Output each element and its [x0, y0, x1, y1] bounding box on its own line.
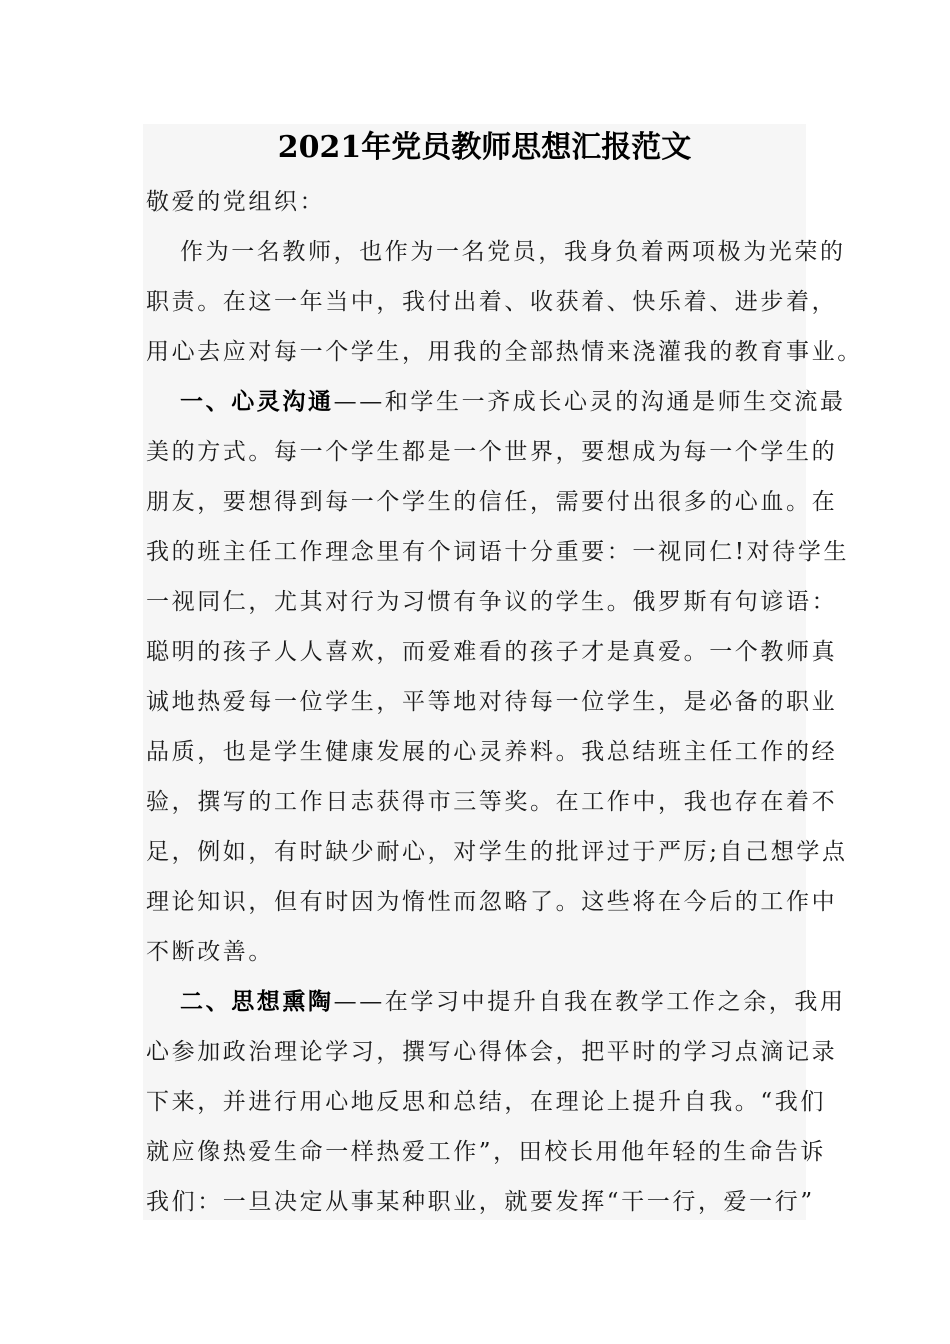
section1-line: 朋友，要想得到每一个学生的信任，需要付出很多的心血。在 — [146, 489, 838, 515]
section1-line: 聪明的孩子人人喜欢，而爱难看的孩子才是真爱。一个教师真 — [146, 639, 838, 665]
section1-line: 品质，也是学生健康发展的心灵养料。我总结班主任工作的经 — [146, 739, 838, 765]
section1-line: 足，例如，有时缺少耐心，对学生的批评过于严厉;自己想学点 — [146, 839, 848, 865]
section1-line: 验，撰写的工作日志获得市三等奖。在工作中，我也存在着不 — [146, 789, 838, 815]
section1-heading: 一、心灵沟通 — [180, 388, 334, 415]
section2-line: 我们：一旦决定从事某种职业，就要发挥“干一行，爱一行” — [146, 1189, 815, 1215]
intro-line: 职责。在这一年当中，我付出着、收获着、快乐着、进步着， — [146, 289, 838, 315]
section2-heading-rest: ——在学习中提升自我在教学工作之余，我用 — [333, 989, 846, 1015]
section2-line: 就应像热爱生命一样热爱工作”，田校长用他年轻的生命告诉 — [146, 1139, 826, 1165]
section1-line: 理论知识，但有时因为惰性而忽略了。这些将在今后的工作中 — [146, 889, 838, 915]
salutation: 敬爱的党组织： — [146, 189, 326, 215]
section2-line: 下来，并进行用心地反思和总结，在理论上提升自我。“我们 — [146, 1089, 826, 1115]
section2-line: 心参加政治理论学习，撰写心得体会，把平时的学习点滴记录 — [146, 1039, 838, 1065]
section2-heading-line — [180, 987, 846, 1017]
intro-line: 用心去应对每一个学生，用我的全部热情来浇灌我的教育事业。 — [146, 339, 863, 365]
section1-line: 一视同仁，尤其对行为习惯有争议的学生。俄罗斯有句谚语： — [146, 589, 838, 615]
section1-line: 不断改善。 — [146, 939, 274, 965]
intro-line: 作为一名教师，也作为一名党员，我身负着两项极为光荣的 — [180, 239, 846, 265]
section1-heading-line — [180, 387, 846, 417]
section1-heading-rest: ——和学生一齐成长心灵的沟通是师生交流最 — [333, 389, 846, 415]
section1-line: 我的班主任工作理念里有个词语十分重要：一视同仁!对待学生 — [146, 539, 850, 565]
section2-heading: 二、思想熏陶 — [180, 988, 334, 1015]
section1-line: 美的方式。每一个学生都是一个世界，要想成为每一个学生的 — [146, 439, 838, 465]
section1-line: 诚地热爱每一位学生，平等地对待每一位学生，是必备的职业 — [146, 689, 838, 715]
document-title: 2021年党员教师思想汇报范文 — [277, 130, 692, 165]
